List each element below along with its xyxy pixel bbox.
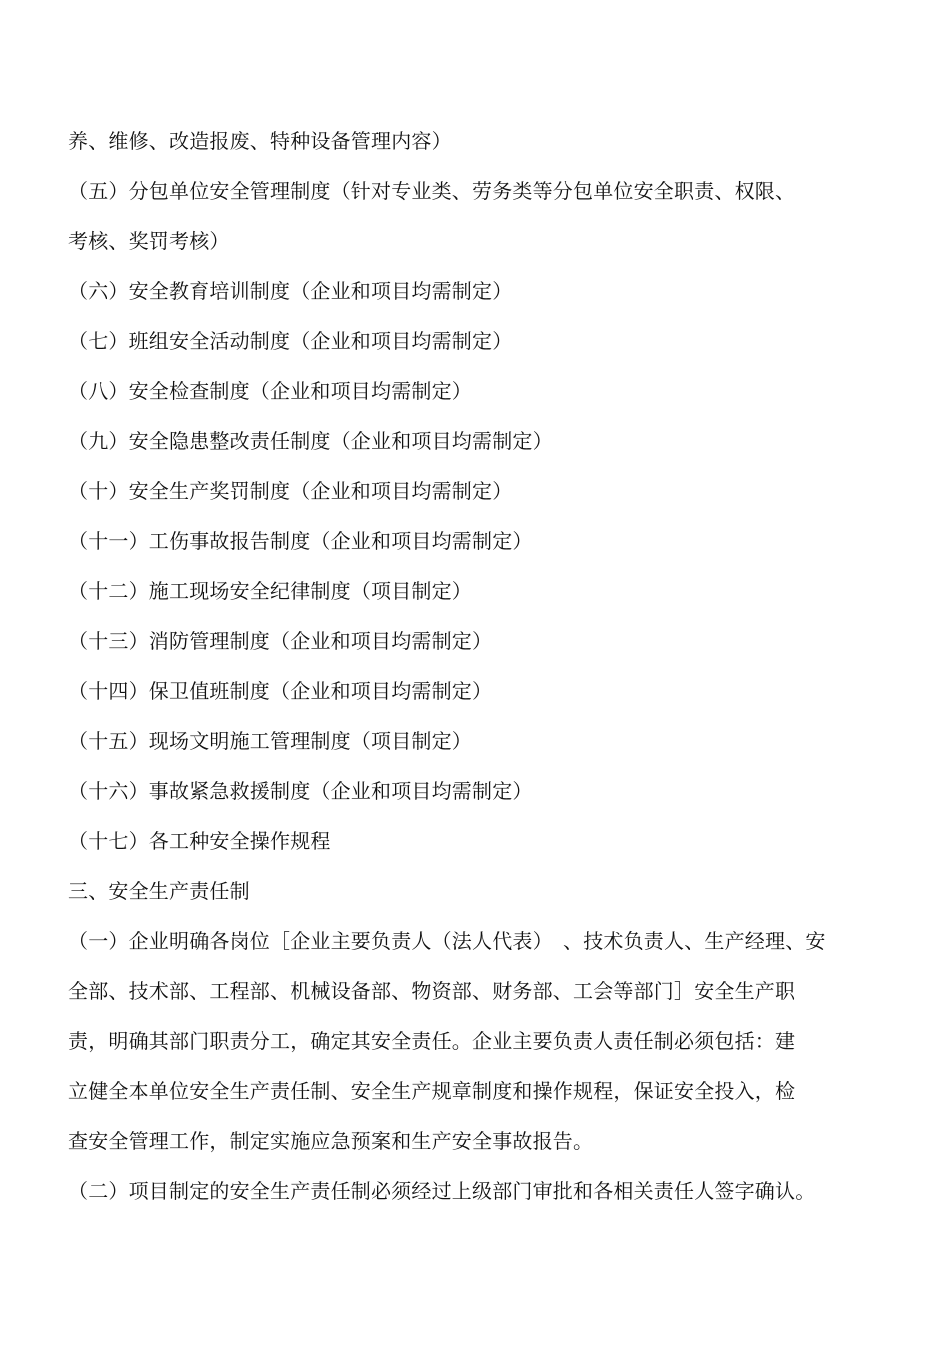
text-line: 立健全本单位安全生产责任制、安全生产规章制度和操作规程，保证安全投入，检	[68, 1079, 796, 1103]
text-line: （十七）各工种安全操作规程	[68, 829, 331, 853]
text-line: （一）企业明确各岗位［企业主要负责人（法人代表） 、技术负责人、生产经理、安	[68, 929, 826, 953]
text-line: （八）安全检查制度（企业和项目均需制定）	[68, 379, 472, 403]
text-line: （十五）现场文明施工管理制度（项目制定）	[68, 729, 472, 753]
text-line: 全部、技术部、工程部、机械设备部、物资部、财务部、工会等部门］安全生产职	[68, 979, 796, 1003]
text-line: （十二）施工现场安全纪律制度（项目制定）	[68, 579, 472, 603]
text-line: （十）安全生产奖罚制度（企业和项目均需制定）	[68, 479, 513, 503]
text-line: （十三）消防管理制度（企业和项目均需制定）	[68, 629, 493, 653]
text-line: （六）安全教育培训制度（企业和项目均需制定）	[68, 279, 513, 303]
text-line: （五）分包单位安全管理制度（针对专业类、劳务类等分包单位安全职责、权限、	[68, 179, 796, 203]
text-line: 责，明确其部门职责分工，确定其安全责任。企业主要负责人责任制必须包括：建	[68, 1029, 796, 1053]
text-line: 考核、奖罚考核）	[68, 229, 230, 253]
text-line: 查安全管理工作，制定实施应急预案和生产安全事故报告。	[68, 1129, 594, 1153]
text-line: （十一）工伤事故报告制度（企业和项目均需制定）	[68, 529, 533, 553]
text-line: （九）安全隐患整改责任制度（企业和项目均需制定）	[68, 429, 553, 453]
text-line: （十四）保卫值班制度（企业和项目均需制定）	[68, 679, 493, 703]
section-heading: 三、安全生产责任制	[68, 879, 250, 903]
text-line: （十六）事故紧急救援制度（企业和项目均需制定）	[68, 779, 533, 803]
text-line: （二）项目制定的安全生产责任制必须经过上级部门审批和各相关责任人签字确认。	[68, 1179, 816, 1203]
document-body	[68, 124, 888, 1224]
text-line: （七）班组安全活动制度（企业和项目均需制定）	[68, 329, 513, 353]
text-line: 养、维修、改造报废、特种设备管理内容）	[68, 129, 452, 153]
